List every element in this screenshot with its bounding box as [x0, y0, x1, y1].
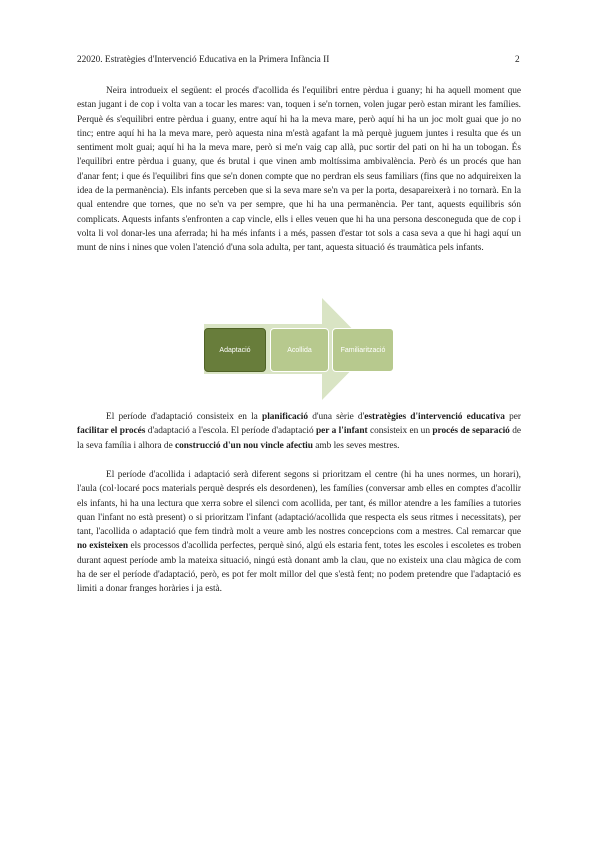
page-number: 2: [515, 55, 520, 65]
p2-text: d'adaptació a l'escola. El període d'adaptació: [145, 426, 316, 437]
p2-bold: facilitar el procés: [77, 426, 146, 437]
process-diagram: [204, 298, 386, 400]
p2-bold: planificació: [262, 412, 308, 422]
p2-text: consisteix en un: [367, 426, 433, 437]
step-acollida: Acollida: [270, 328, 329, 372]
paragraph-2: [77, 410, 521, 453]
p2-text: El període d'adaptació consisteix en la: [106, 412, 263, 422]
paragraph-3: [77, 468, 521, 597]
p2-text: de la seva família i alhora de: [77, 426, 521, 451]
p2-bold: construcció d'un nou vincle afectiu: [175, 440, 313, 451]
p2-text: d'una sèrie d': [308, 412, 365, 422]
p2-text: per: [504, 412, 521, 422]
p3-text: els processos d'acollida perfectes, perquè sinó, algú els estaria fent, totes les escoles i escoletes es troben durant aquest període amb la mateixa situació, ningú està donant amb la clau, que no existeix una clau màgica de com ha de ser el període d'adaptació, però, es pot fer molt millor del que s'està fent; no podem pretendre que l'adaptació es limiti a donar franges horàries i ja està.: [77, 541, 521, 595]
paragraph-1: Neira introdueix el següent: el procés d'acollida és l'equilibri entre pèrdua i guany; hi ha aquell moment que estan jugant i de cop i volta van a tocar les mares: van, toquen i se'n tornen, volen jugar però estan mirant les famílies. Perquè és s'equilibri entre pèrdua i guany, entre aquí hi ha la meva mare, però aquí hi ha un joc molt guai que jo no tinc; entre aquí hi ha la meva mare, però aquesta nina m'està agafant la mà perquè juguem juntes i resulta que és un sentiment molt guai; aquí hi ha la meva mare, però si me'n vaig cap allà, puc sortir del pati on hi ha un tobogan. És l'equilibri entre pèrdua i guany, que és brutal i que vinen amb moltíssima ambivalència. Però és un procés que han d'anar fent; i que és l'equilibri fins que se'n donen compte que no perdran els seus familiars (fins que no adquireixen la idea de la permanència). Els infants perceben que si la seva mare se'n va per la porta, desapareixerà i no tornarà. En la qual entendre que tornes, que no se'n va per sempre, que hi ha una permanència. Per tant, aquests equilibris són complicats. Aquests infants s'enfronten a cap vincle, ells i elles veuen que hi ha una persona desconeguda que de cop i volta li vol donar-les una aferrada; hi ha més infants i a més, passen d'estar tot sols a casa seva a que hi hagi aquí un munt de nins i nines que volen l'atenció d'una sola adulta, per tant, aquesta situació és traumàtica pels infants.: [77, 86, 521, 254]
step-adaptacio: Adaptació: [204, 328, 266, 372]
p2-bold: procés de separació: [432, 426, 510, 437]
p2-bold: per a l'infant: [316, 426, 368, 437]
p3-bold: no existeixen: [77, 541, 129, 552]
p2-text: amb les seves mestres.: [312, 440, 400, 451]
header-title: 22020. Estratègies d'Intervenció Educativa en la Primera Infància II: [77, 55, 330, 65]
step-familiaritzacio: Familiarització: [332, 328, 394, 372]
p3-text: El període d'acollida i adaptació serà diferent segons si prioritzam el centre (hi ha unes normes, un horari), l'aula (col·locaré pocs materials perquè després els desordenen), les famílies (conversar amb elles en comptes d'acollir els infants, hi ha una lectura que xerra sobre el silenci com acollida, per tant, és millor atendre a les famílies a tutories quan l'infant no està present) o si prioritzam l'infant (adaptació/acollida que respecta els seus ritmes i necessitats), per tant, l'acollida o adaptació que fem tindrà molt a veure amb les nostres concepcions com a mestres. Cal remarcar que: [77, 470, 521, 538]
p2-bold: estratègies d'intervenció educativa: [364, 412, 505, 422]
